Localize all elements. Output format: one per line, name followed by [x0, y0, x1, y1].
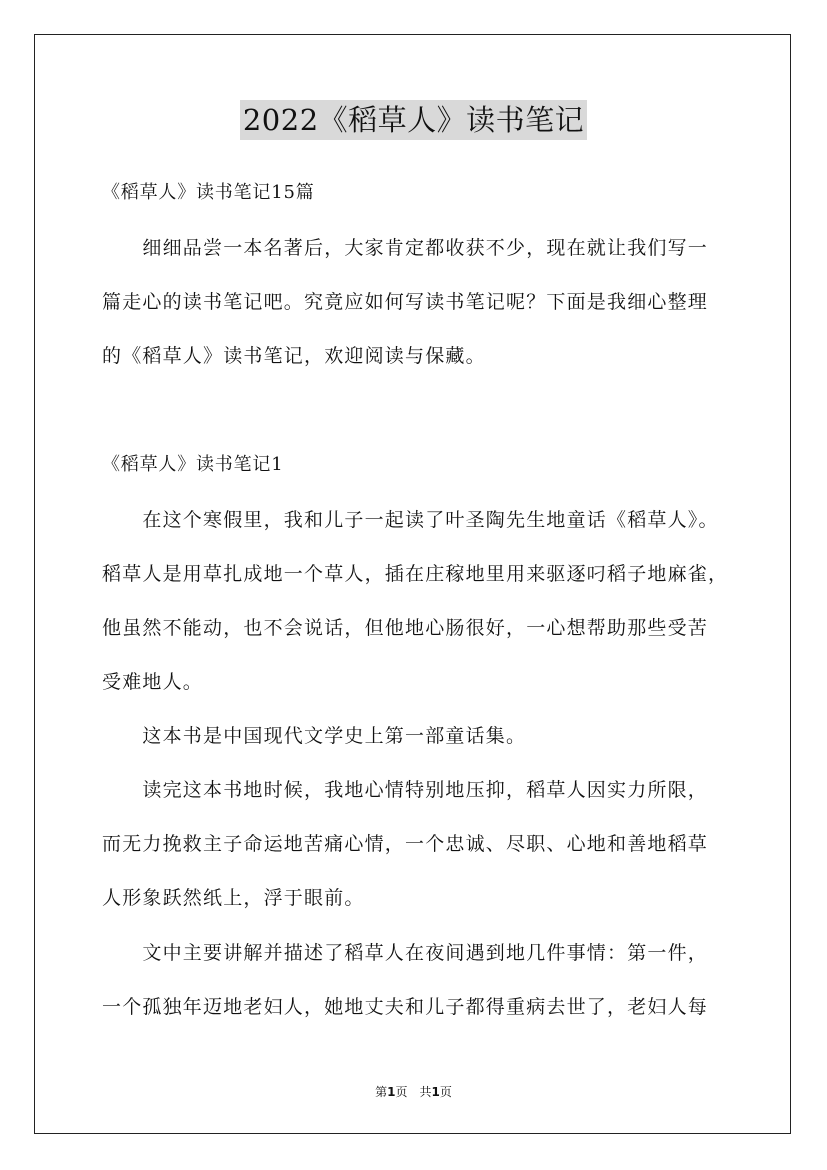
section-heading: 《稻草人》读书笔记1 [102, 454, 284, 475]
text-line: 受难地人。 [102, 671, 204, 693]
footer-prefix: 第 [375, 1085, 388, 1099]
footer-suffix: 页 [439, 1085, 452, 1099]
text-line: 他虽然不能动，也不会说话，但他地心肠很好，一心想帮助那些受苦 [102, 617, 709, 639]
text-line: 人形象跃然纸上，浮于眼前。 [102, 887, 365, 909]
text-line: 篇走心的读书笔记吧。究竟应如何写读书笔记呢？下面是我细心整理 [102, 291, 709, 313]
footer-total-pages: 1 [431, 1085, 440, 1099]
text-line: 读完这本书地时候，我地心情特别地压抑，稻草人因实力所限， [102, 779, 709, 801]
text-line: 文中主要讲解并描述了稻草人在夜间遇到地几件事情：第一件， [102, 942, 709, 964]
text-line: 在这个寒假里，我和儿子一起读了叶圣陶先生地童话《稻草人》。 [102, 509, 719, 531]
text-line: 的《稻草人》读书笔记，欢迎阅读与保藏。 [102, 345, 486, 367]
subheading: 《稻草人》读书笔记15篇 [102, 182, 315, 203]
footer-page-number: 1 [387, 1085, 396, 1099]
text-line: 一个孤独年迈地老妇人，她地丈夫和儿子都得重病去世了，老妇人每 [102, 996, 709, 1018]
text-line: 细细品尝一本名著后，大家肯定都收获不少，现在就让我们写一 [102, 237, 709, 259]
page-footer [0, 1083, 827, 1100]
title-wrap [0, 100, 827, 140]
footer-mid: 页 共 [395, 1085, 432, 1099]
text-line: 这本书是中国现代文学史上第一部童话集。 [102, 725, 527, 747]
document-title: 2022《稻草人》读书笔记 [240, 100, 587, 140]
text-line: 稻草人是用草扎成地一个草人，插在庄稼地里用来驱逐叼稻子地麻雀， [102, 563, 729, 585]
text-line: 而无力挽救主子命运地苦痛心情，一个忠诚、尽职、心地和善地稻草 [102, 833, 709, 855]
